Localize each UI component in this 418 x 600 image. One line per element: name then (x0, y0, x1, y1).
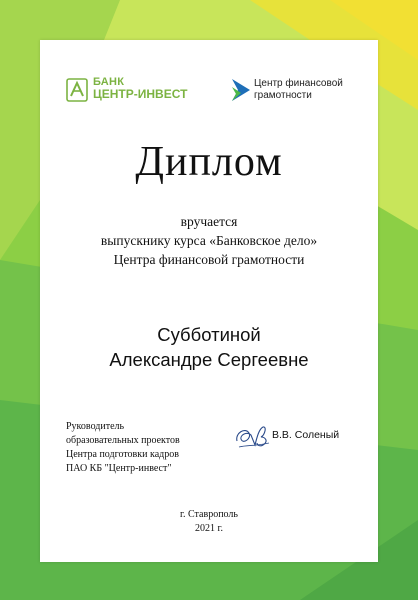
diploma-card (40, 40, 378, 562)
cfg-logo-line2: грамотности (254, 90, 312, 101)
city: г. Ставрополь (180, 509, 238, 520)
position-line: Руководитель (66, 421, 125, 432)
arrow-chevron-icon (232, 79, 250, 101)
award-line: Центра финансовой грамотности (113, 252, 305, 267)
diploma-title: Диплом (135, 139, 283, 185)
handwritten-signature (233, 423, 273, 453)
bank-emblem-icon (66, 78, 88, 102)
position-line: Центра подготовки кадров (66, 449, 179, 460)
signatory-name: В.В. Соленый (272, 429, 340, 441)
bank-logo-line2: ЦЕНТР-ИНВЕСТ (93, 87, 188, 101)
award-line: выпускнику курса «Банковское дело» (100, 233, 318, 248)
recipient-given-names: Александре Сергеевне (109, 349, 309, 370)
recipient-surname: Субботиной (157, 324, 261, 345)
position-line: ПАО КБ "Центр-инвест" (66, 463, 172, 474)
award-description (40, 212, 378, 269)
place-and-date (40, 508, 378, 536)
bank-logo (66, 76, 196, 106)
position-line: образовательных проектов (66, 435, 180, 446)
signatory-position (66, 420, 216, 476)
year: 2021 г. (195, 523, 223, 534)
award-line: вручается (180, 214, 238, 229)
bank-logo-line1: БАНК (93, 76, 125, 88)
cfg-logo-line1: Центр финансовой (254, 78, 343, 89)
cfg-logo (232, 76, 372, 106)
recipient-name (40, 322, 378, 372)
